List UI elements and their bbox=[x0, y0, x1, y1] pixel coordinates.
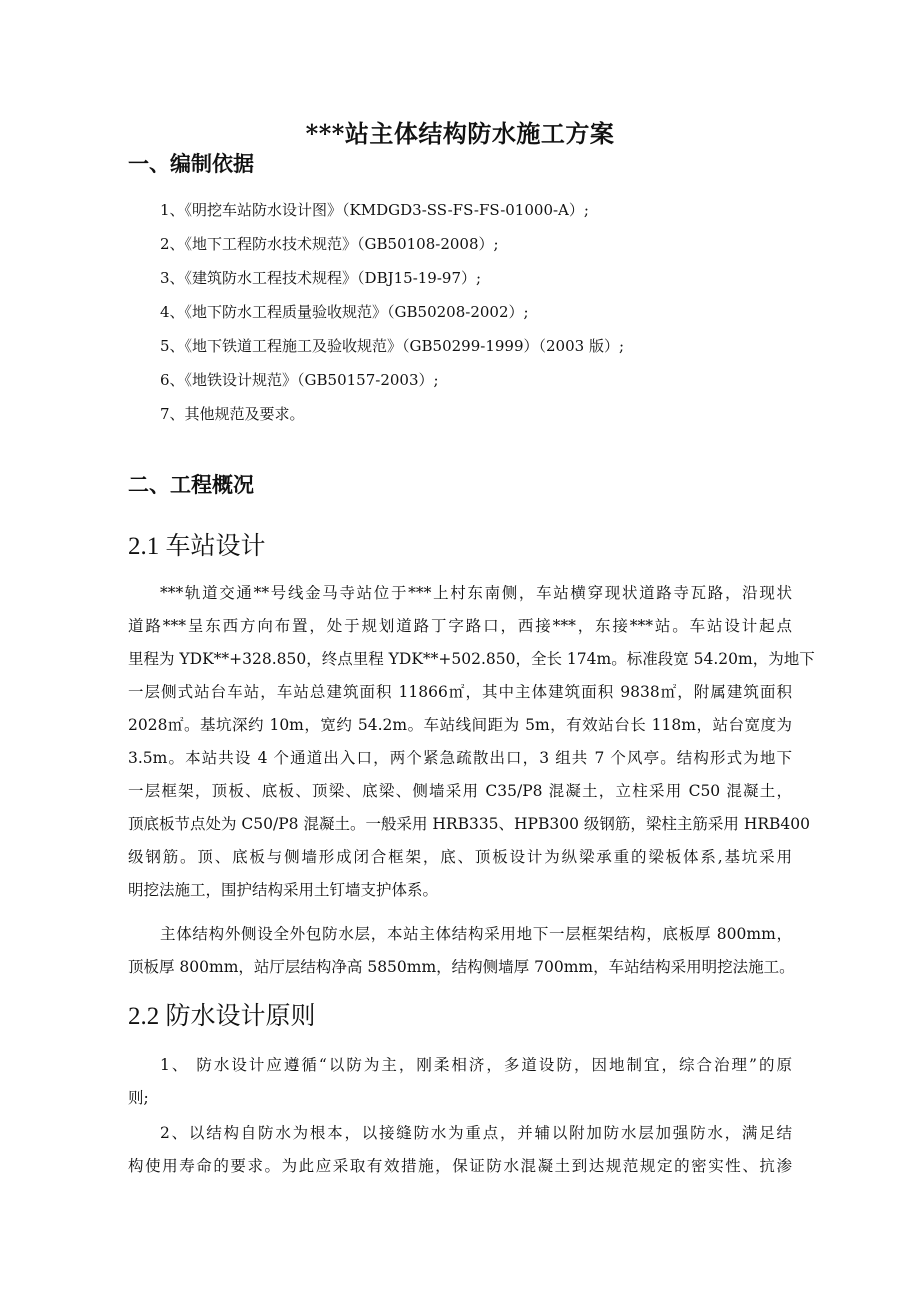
paragraph-line: 2028㎡。基坑深约 10m，宽约 54.2m。车站线间距为 5m，有效站台长 118m，站台宽度为 bbox=[128, 716, 792, 734]
paragraph-line: 道路***呈东西方向布置，处于规划道路丁字路口，西接***，东接***站。车站设计起点 bbox=[128, 617, 792, 635]
paragraph-line: 顶底板节点处为 C50/P8 混凝土。一般采用 HRB335、HPB300 级钢筋，梁柱主筋采用 HRB400 bbox=[128, 815, 810, 833]
paragraph-line: 一层侧式站台车站，车站总建筑面积 11866㎡，其中主体建筑面积 9838㎡，附属建筑面积 bbox=[128, 683, 792, 701]
paragraph-line: 级钢筋。顶、底板与侧墙形成闭合框架，底、顶板设计为纵梁承重的梁板体系,基坑采用 bbox=[128, 848, 792, 866]
reference-item-6: 6、《地铁设计规范》（GB50157-2003）; bbox=[160, 371, 439, 389]
section1-heading: 一、编制依据 bbox=[128, 151, 254, 176]
subsection-2-1-heading: 2.1 车站设计 bbox=[128, 533, 266, 560]
reference-item-2: 2、《地下工程防水技术规范》（GB50108-2008）; bbox=[160, 235, 499, 253]
reference-item-7: 7、其他规范及要求。 bbox=[160, 405, 305, 423]
reference-item-5: 5、《地下铁道工程施工及验收规范》（GB50299-1999）（2003 版）; bbox=[160, 337, 625, 355]
reference-item-3: 3、《建筑防水工程技术规程》（DBJ15-19-97）; bbox=[160, 269, 482, 287]
paragraph-line: 顶板厚 800mm，站厅层结构净高 5850mm，结构侧墙厚 700mm，车站结构采用明挖法施工。 bbox=[128, 958, 795, 976]
paragraph-line: 主体结构外侧设全外包防水层，本站主体结构采用地下一层框架结构，底板厚 800mm， bbox=[160, 925, 792, 943]
paragraph-line: 构使用寿命的要求。为此应采取有效措施，保证防水混凝土到达规范规定的密实性、抗渗 bbox=[128, 1157, 792, 1175]
document-title: ***站主体结构防水施工方案 bbox=[305, 119, 615, 148]
section2-heading: 二、工程概况 bbox=[128, 472, 254, 497]
reference-item-1: 1、《明挖车站防水设计图》（KMDGD3-SS-FS-FS-01000-A）; bbox=[160, 201, 589, 219]
paragraph-line: 里程为 YDK**+328.850，终点里程 YDK**+502.850，全长 174m。标准段宽 54.20m，为地下 bbox=[128, 650, 815, 668]
paragraph-line: 1、 防水设计应遵循“以防为主，刚柔相济，多道设防，因地制宜，综合治理”的原 bbox=[160, 1056, 792, 1074]
paragraph-line: 则; bbox=[128, 1089, 149, 1107]
subsection-2-2-heading: 2.2 防水设计原则 bbox=[128, 1003, 316, 1030]
reference-item-4: 4、《地下防水工程质量验收规范》（GB50208-2002）; bbox=[160, 303, 529, 321]
paragraph-line: 一层框架，顶板、底板、顶梁、底梁、侧墙采用 C35/P8 混凝土，立柱采用 C50 混凝土， bbox=[128, 782, 792, 800]
paragraph-line: 明挖法施工，围护结构采用土钉墙支护体系。 bbox=[128, 881, 439, 899]
paragraph-line: ***轨道交通**号线金马寺站位于***上村东南侧，车站横穿现状道路寺瓦路，沿现状 bbox=[160, 584, 792, 602]
paragraph-line: 2、以结构自防水为根本，以接缝防水为重点，并辅以附加防水层加强防水，满足结 bbox=[160, 1124, 792, 1142]
paragraph-line: 3.5m。本站共设 4 个通道出入口，两个紧急疏散出口，3 组共 7 个风亭。结构形式为地下 bbox=[128, 749, 792, 767]
